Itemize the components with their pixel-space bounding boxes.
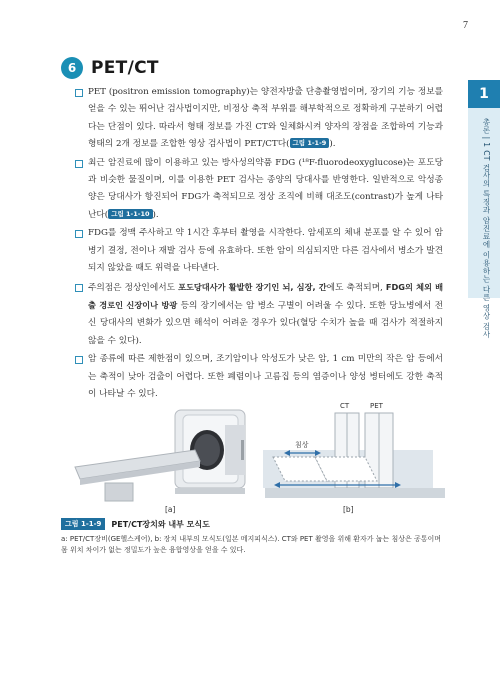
paragraph-text: 암 종류에 따른 제한점이 있으며, 조기암이나 악성도가 낮은 암, 1 cm 미만의 작은 암 등에서는 축적이 낮아 검출이 어렵다. 또한 폐렴이나 고름집 등의 염증이나 양성 병터에도 강한 축적이 나타날 수 있다.	[88, 354, 443, 400]
paragraph-text: 최근 암진료에 많이 이용하고 있는 방사성의약품 FDG (¹⁸F-fluorodeoxyglucose)는 포도당과 비슷한 물질이며, 이를 이용한 PET 검사는 종양의 당대사를 반영한다. 일반적으로 악성종양은 당대사가 항진되어 FDG가 축적되므로 정상 조직에 비해 대조도(contrast)가 높게 나타난다(	[88, 157, 443, 220]
paragraph-text: PET (positron emission tomography)는 양전자방출 단층촬영법이며, 장기의 기능 정보를 얻을 수 있는 뛰어난 검사법이지만, 비정상 축적 부위를 해부학적으로 정확하게 구분하기 어렵다는 단점이 있다. 따라서 형태 정보를 가진 CT와 일체화시켜 양자의 장점을 조합하여 기능과 형태의 2개 정보를 조합한 영상 검사법이 PET/CT다(	[88, 87, 443, 149]
diagram-label-pet: PET	[370, 402, 383, 410]
paragraph-text: 에도 축적되며,	[326, 282, 386, 293]
figure-label-a: [a]	[165, 505, 176, 514]
pet-ct-schematic-diagram	[263, 413, 445, 498]
paragraph-text: ).	[152, 209, 159, 220]
bullet-square-icon	[75, 230, 83, 238]
figure-label-b: [b]	[343, 505, 354, 514]
paragraph	[75, 279, 443, 350]
figure-1-1-9	[65, 395, 445, 520]
chapter-tab: 1	[468, 80, 500, 108]
paragraph-text: ).	[329, 138, 336, 149]
caption-description: a: PET/CT장비(GE헬스케어), b: 장치 내부의 모식도(일본 메지피식스). CT와 PET 촬영을 위해 환자가 눕는 침상은 공통이며 몸 위치 차이가 없는 정밀도가 높은 융합영상을 얻을 수 있다.	[61, 535, 442, 554]
figure-caption	[61, 518, 210, 530]
figure-reference[interactable]: 그림 1-1-9	[290, 138, 330, 148]
paragraph-text: FDG를 정맥 주사하고 약 1시간 후부터 촬영을 시작한다. 암세포의 체내 분포를 알 수 있어 암병기 결정, 전이나 재발 검사 등에 유효하다. 또한 암이 의심되지만 다른 검사에서 병소가 발견되지 않았을 때도 위력을 나타낸다.	[88, 228, 443, 273]
paragraph-text: 주의점은 정상인에서도	[88, 282, 179, 293]
bullet-square-icon	[75, 284, 83, 292]
bullet-square-icon	[75, 356, 83, 364]
paragraph-text: 등의 장기에서는 암 병소 구별이 어려울 수 있다. 또한 당뇨병에서 전신 당대사의 변화가 있으면 해석이 어려운 경우가 있다(혈당 수치가 높을 때 검사가 적절하지 않을 수 있다).	[88, 301, 443, 346]
figure-illustration	[65, 395, 445, 520]
caption-title: PET/CT장치와 내부 모식도	[111, 519, 210, 529]
figure-reference[interactable]: 그림 1-1-10	[108, 209, 152, 219]
diagram-label-bed: 침상	[295, 441, 309, 449]
body-text	[75, 84, 443, 405]
diagram-label-ct: CT	[340, 402, 350, 410]
bullet-square-icon	[75, 160, 83, 168]
chapter-side-text: 총론 | 1 CT 검사의 특징과 암진료에 이용하는 다른 영상 검사	[482, 118, 491, 339]
emphasis-text: 포도당대사가 활발한 장기인 뇌, 심장, 간	[178, 281, 327, 292]
paragraph	[75, 84, 443, 153]
bullet-square-icon	[75, 89, 83, 97]
page-number: 7	[463, 20, 468, 31]
emphasis-text: FDG의 체외 배출 경로인 신장이나 방광	[88, 281, 443, 311]
section-number-badge: 6	[61, 57, 83, 79]
caption-tag: 그림 1-1-9	[61, 518, 105, 530]
section-heading	[61, 57, 159, 79]
pet-ct-machine-image	[75, 410, 245, 501]
paragraph	[75, 225, 443, 277]
paragraph	[75, 155, 443, 224]
section-title: PET/CT	[91, 58, 159, 78]
